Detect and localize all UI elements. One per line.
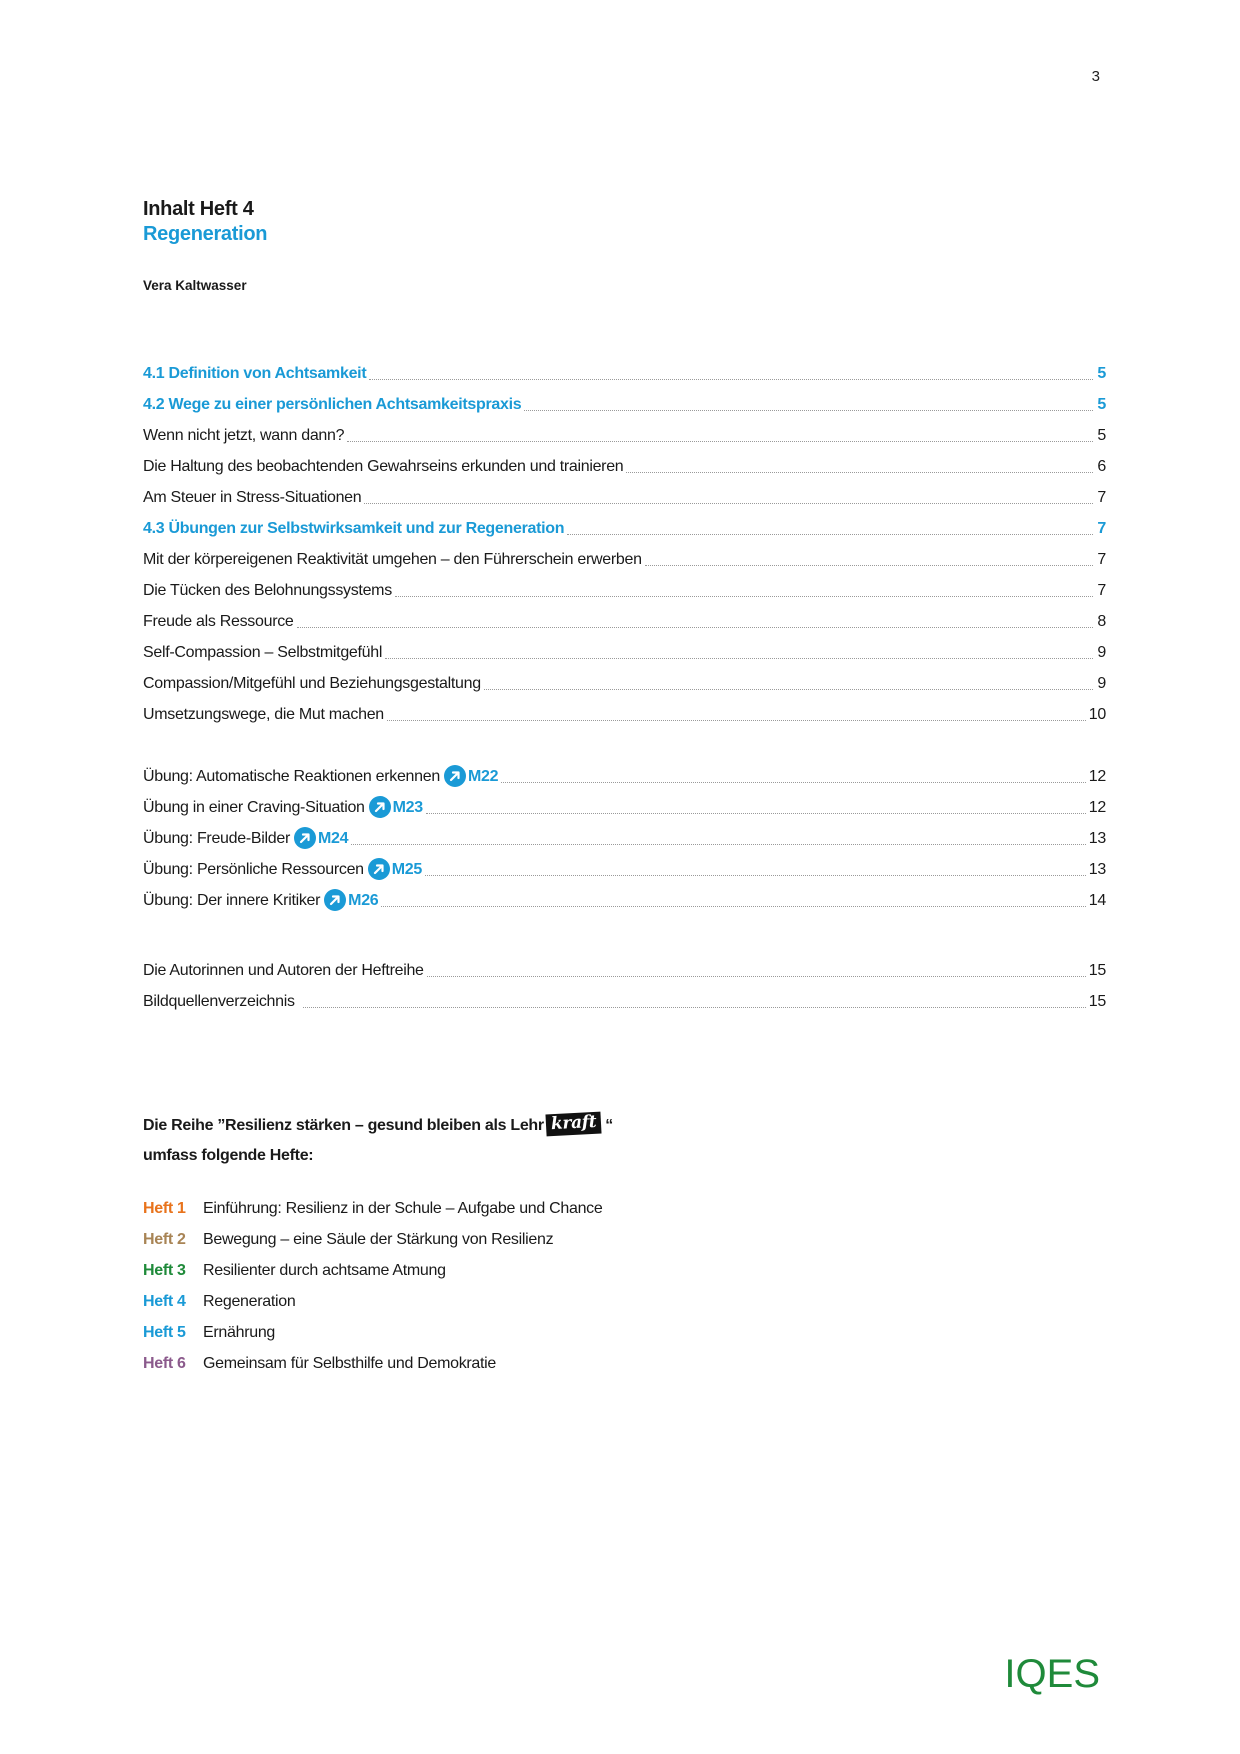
series-item: [143, 1231, 553, 1249]
series-title-suffix: “: [605, 1117, 613, 1134]
arrow-up-right-icon: [444, 765, 466, 787]
dot-leader: [297, 627, 1093, 628]
series-item: [143, 1262, 446, 1280]
toc-entry-label: Die Autorinnen und Autoren der Heftreihe: [143, 962, 424, 979]
toc-entry-page: 15: [1088, 993, 1106, 1010]
dot-leader: [426, 813, 1086, 814]
dot-leader: [347, 441, 1093, 442]
dot-leader: [484, 689, 1093, 690]
toc-entry-label: Die Haltung des beobachtenden Gewahrseins erkunden und trainieren: [143, 458, 624, 475]
exercise-label: Übung: Automatische Reaktionen erkennen: [143, 768, 440, 785]
dot-leader: [385, 658, 1093, 659]
toc-entry[interactable]: [143, 484, 1106, 508]
iqes-logo: IQES: [1004, 1652, 1100, 1696]
series-item: [143, 1324, 275, 1342]
toc-entry-label: Wenn nicht jetzt, wann dann?: [143, 427, 345, 444]
series-item-number: Heft 4: [143, 1293, 186, 1310]
exercise-entry[interactable]: [143, 887, 1106, 911]
exercise-page: 14: [1088, 892, 1106, 909]
series-item: [143, 1355, 496, 1373]
dot-leader: [395, 596, 1093, 597]
toc-entry[interactable]: [143, 577, 1106, 601]
dot-leader: [626, 472, 1093, 473]
material-ref[interactable]: M23: [392, 799, 423, 816]
toc-entry-page: 9: [1097, 675, 1106, 692]
series-title-text: Die Reihe ”Resilienz stärken – gesund bleiben als Lehr: [143, 1117, 544, 1134]
series-item-text: Gemeinsam für Selbsthilfe und Demokratie: [203, 1355, 497, 1372]
toc-entry-label: Umsetzungswege, die Mut machen: [143, 706, 384, 723]
author-name: Vera Kaltwasser: [143, 278, 247, 293]
series-item-number: Heft 6: [143, 1355, 186, 1372]
toc-entry[interactable]: [143, 957, 1106, 981]
dot-leader: [567, 534, 1093, 535]
toc-entry[interactable]: [143, 639, 1106, 663]
toc-entry-page: 8: [1097, 613, 1106, 630]
page-number: 3: [1091, 68, 1100, 85]
exercise-page: 13: [1088, 830, 1106, 847]
series-item-number: Heft 5: [143, 1324, 186, 1341]
exercise-label: Übung in einer Craving-Situation: [143, 799, 365, 816]
exercise-entry[interactable]: [143, 794, 1106, 818]
dot-leader: [425, 875, 1086, 876]
toc-entry[interactable]: [143, 453, 1106, 477]
toc-entry[interactable]: [143, 546, 1106, 570]
arrow-up-right-icon: [324, 889, 346, 911]
toc-entry[interactable]: [143, 670, 1106, 694]
exercise-label: Übung: Freude-Bilder: [143, 830, 290, 847]
toc-entry[interactable]: [143, 391, 1106, 415]
toc-entry-page: 7: [1097, 520, 1106, 537]
toc-entry-label: 4.3 Übungen zur Selbstwirksamkeit und zur Regeneration: [143, 520, 565, 537]
toc-entry-label: 4.1 Definition von Achtsamkeit: [143, 365, 367, 382]
dot-leader: [427, 976, 1086, 977]
toc-entry[interactable]: [143, 515, 1106, 539]
arrow-up-right-icon: [294, 827, 316, 849]
toc-entry[interactable]: [143, 608, 1106, 632]
toc-entry-label: Compassion/Mitgefühl und Beziehungsgestaltung: [143, 675, 481, 692]
dot-leader: [303, 1007, 1086, 1008]
toc-entry-label: Die Tücken des Belohnungssystems: [143, 582, 392, 599]
series-item-text: Resilienter durch achtsame Atmung: [203, 1262, 446, 1279]
series-item-text: Bewegung – eine Säule der Stärkung von Resilienz: [203, 1231, 554, 1248]
exercise-page: 13: [1088, 861, 1106, 878]
toc-entry-label: Mit der körpereigenen Reaktivität umgehen – den Führerschein erwerben: [143, 551, 642, 568]
exercise-entry[interactable]: [143, 856, 1106, 880]
dot-leader: [387, 720, 1086, 721]
toc-entry-label: Bildquellenverzeichnis: [143, 993, 295, 1010]
exercise-label: Übung: Der innere Kritiker: [143, 892, 321, 909]
series-item: [143, 1293, 295, 1311]
toc-entry-page: 10: [1088, 706, 1106, 723]
toc-entry-page: 6: [1097, 458, 1106, 475]
series-title: [143, 1113, 613, 1135]
series-item-text: Regeneration: [203, 1293, 296, 1310]
dot-leader: [369, 379, 1093, 380]
dot-leader: [381, 906, 1085, 907]
dot-leader: [364, 503, 1093, 504]
series-item-number: Heft 1: [143, 1200, 186, 1217]
exercise-label: Übung: Persönliche Ressourcen: [143, 861, 364, 878]
exercise-entry[interactable]: [143, 825, 1106, 849]
toc-entry-page: 15: [1088, 962, 1106, 979]
toc-entry-page: 5: [1097, 396, 1106, 413]
toc-entry-page: 7: [1097, 551, 1106, 568]
toc-entry[interactable]: [143, 360, 1106, 384]
page-title: Inhalt Heft 4: [143, 198, 254, 220]
arrow-up-right-icon: [368, 858, 390, 880]
dot-leader: [524, 410, 1093, 411]
toc-entry-label: Self-Compassion – Selbstmitgefühl: [143, 644, 383, 661]
page-subtitle: Regeneration: [143, 223, 268, 245]
series-item-text: Ernährung: [203, 1324, 276, 1341]
toc-entry[interactable]: [143, 701, 1106, 725]
series-item: [143, 1200, 602, 1218]
toc-entry-page: 5: [1097, 427, 1106, 444]
toc-entry-label: 4.2 Wege zu einer persönlichen Achtsamkeitspraxis: [143, 396, 522, 413]
series-item-number: Heft 3: [143, 1262, 186, 1279]
dot-leader: [501, 782, 1086, 783]
toc-entry-page: 7: [1097, 489, 1106, 506]
exercise-entry[interactable]: [143, 763, 1106, 787]
arrow-up-right-icon: [369, 796, 391, 818]
series-subtitle: umfass folgende Hefte:: [143, 1147, 314, 1164]
toc-entry-page: 9: [1097, 644, 1106, 661]
toc-entry[interactable]: [143, 422, 1106, 446]
kraft-logo: kraft: [545, 1112, 601, 1137]
dot-leader: [645, 565, 1093, 566]
material-ref[interactable]: M25: [391, 861, 422, 878]
exercise-page: 12: [1088, 799, 1106, 816]
material-ref[interactable]: M24: [317, 830, 349, 847]
material-ref[interactable]: M22: [467, 768, 499, 785]
toc-entry-label: Freude als Ressource: [143, 613, 294, 630]
dot-leader: [351, 844, 1086, 845]
material-ref[interactable]: M26: [348, 892, 379, 909]
exercise-page: 12: [1088, 768, 1106, 785]
toc-entry-page: 5: [1097, 365, 1106, 382]
series-item-number: Heft 2: [143, 1231, 186, 1248]
toc-entry-label: Am Steuer in Stress-Situationen: [143, 489, 362, 506]
toc-entry[interactable]: [143, 988, 1106, 1012]
toc-entry-page: 7: [1097, 582, 1106, 599]
series-item-text: Einführung: Resilienz in der Schule – Aufgabe und Chance: [203, 1200, 603, 1217]
